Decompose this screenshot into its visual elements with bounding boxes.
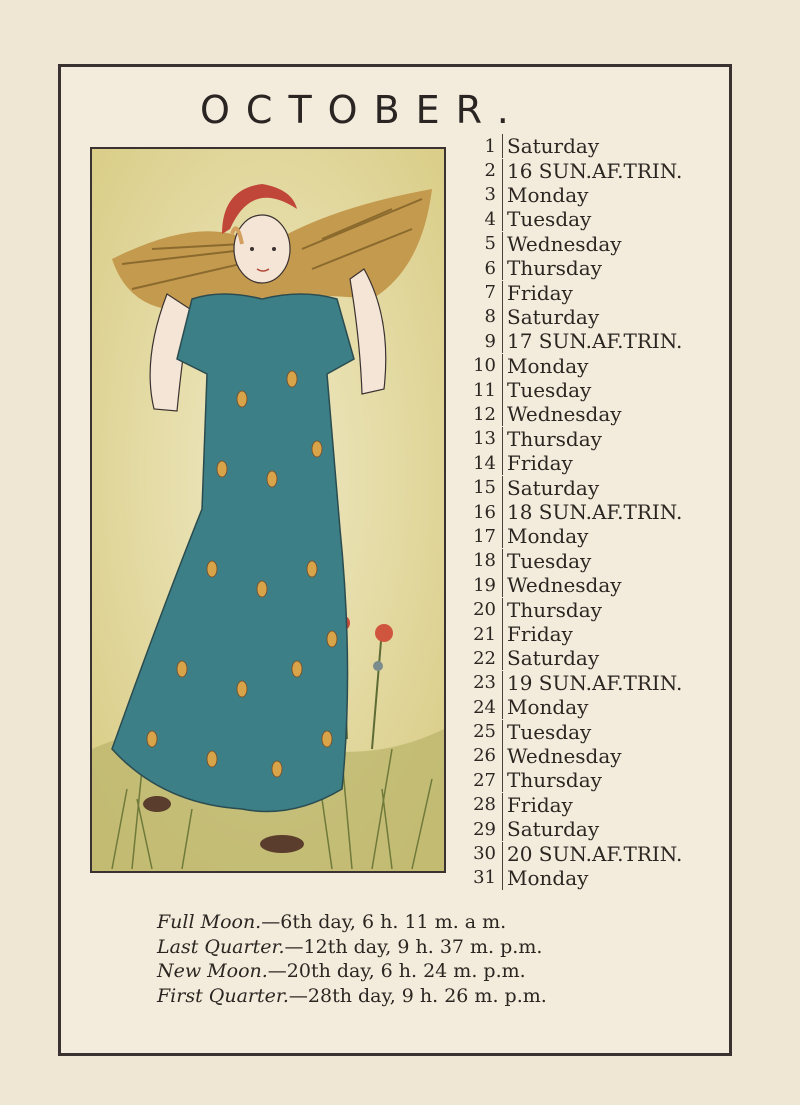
day-number: 28 [473,794,496,816]
day-name: 18 SUN.AF.TRIN. [502,500,682,524]
day-row [462,573,722,597]
day-name: 16 SUN.AF.TRIN. [502,159,682,183]
day-row [462,451,722,475]
day-name: Monday [502,183,588,207]
moon-phase-name: New Moon. [157,960,268,982]
day-number: 10 [473,355,496,377]
day-number: 25 [473,721,496,743]
day-number: 22 [473,647,496,669]
day-name: Tuesday [502,720,591,744]
day-number: 16 [473,501,496,523]
day-row [462,549,722,573]
day-number: 24 [473,696,496,718]
day-number: 12 [473,403,496,425]
day-number: 9 [484,330,496,352]
day-number: 5 [484,233,496,255]
day-row [462,671,722,695]
day-name: Monday [502,354,588,378]
day-number: 7 [484,282,496,304]
moon-phase-list [157,910,547,1008]
moon-phase-row [157,935,547,960]
day-name: Saturday [502,646,599,670]
day-row [462,329,722,353]
day-number: 14 [473,452,496,474]
day-name: Tuesday [502,549,591,573]
day-row [462,597,722,621]
day-number: 3 [484,184,496,206]
day-row [462,305,722,329]
day-name: Friday [502,451,573,475]
day-row [462,622,722,646]
day-row [462,134,722,158]
day-name: Tuesday [502,207,591,231]
day-name: 17 SUN.AF.TRIN. [502,329,682,353]
day-number: 29 [473,818,496,840]
day-row [462,354,722,378]
day-number: 4 [484,208,496,230]
moon-phase-name: Last Quarter. [157,935,285,958]
moon-phase-row [157,910,547,935]
day-row [462,719,722,743]
day-number: 26 [473,745,496,767]
day-name: Monday [502,866,588,890]
day-number: 1 [484,135,496,157]
day-number: 17 [473,525,496,547]
day-name: 19 SUN.AF.TRIN. [502,671,682,695]
day-name: Saturday [502,476,599,500]
moon-phase-detail: —12th day, 9 h. 37 m. p.m. [284,935,543,958]
day-name: Friday [502,793,573,817]
day-number: 2 [484,160,496,182]
moon-phase-row [157,959,547,984]
moon-phase-name: Full Moon. [157,911,262,933]
day-row [462,524,722,548]
moon-phase-detail: —6th day, 6 h. 11 m. a m. [261,911,507,933]
day-row [462,402,722,426]
day-name: Tuesday [502,378,591,402]
day-number: 20 [473,599,496,621]
day-row [462,427,722,451]
day-row [462,646,722,670]
day-row [462,866,722,890]
day-name: Wednesday [502,744,622,768]
day-row [462,232,722,256]
day-name: Thursday [502,598,602,622]
day-row [462,158,722,182]
day-number: 18 [473,550,496,572]
day-list [462,134,722,890]
day-row [462,256,722,280]
day-name: Thursday [502,427,602,451]
day-name: Monday [502,524,588,548]
moon-phase-row [157,984,547,1009]
day-row [462,768,722,792]
day-name: Wednesday [502,232,622,256]
day-row [462,475,722,499]
day-row [462,695,722,719]
day-name: Wednesday [502,573,622,597]
day-name: Monday [502,695,588,719]
day-row [462,744,722,768]
day-number: 11 [473,379,496,401]
day-number: 6 [484,257,496,279]
day-name: Thursday [502,256,602,280]
day-number: 30 [473,843,496,865]
day-row [462,841,722,865]
illustration-harvest-girl [90,147,446,873]
day-number: 19 [473,574,496,596]
day-number: 27 [473,769,496,791]
day-row [462,183,722,207]
day-number: 8 [484,306,496,328]
day-row [462,500,722,524]
day-number: 15 [473,477,496,499]
day-name: Saturday [502,134,599,158]
day-name: Friday [502,622,573,646]
day-name: Thursday [502,768,602,792]
day-row [462,378,722,402]
moon-phase-name: First Quarter. [157,984,289,1007]
day-number: 31 [473,867,496,889]
day-name: Saturday [502,817,599,841]
day-number: 21 [473,623,496,645]
day-name: Saturday [502,305,599,329]
day-row [462,817,722,841]
day-name: Wednesday [502,402,622,426]
day-row [462,280,722,304]
day-name: 20 SUN.AF.TRIN. [502,842,682,866]
month-title: OCTOBER. [200,88,525,132]
moon-phase-detail: —20th day, 6 h. 24 m. p.m. [267,960,526,982]
day-name: Friday [502,281,573,305]
day-number: 13 [473,428,496,450]
day-row [462,793,722,817]
day-number: 23 [473,672,496,694]
moon-phase-detail: —28th day, 9 h. 26 m. p.m. [288,984,547,1007]
day-row [462,207,722,231]
